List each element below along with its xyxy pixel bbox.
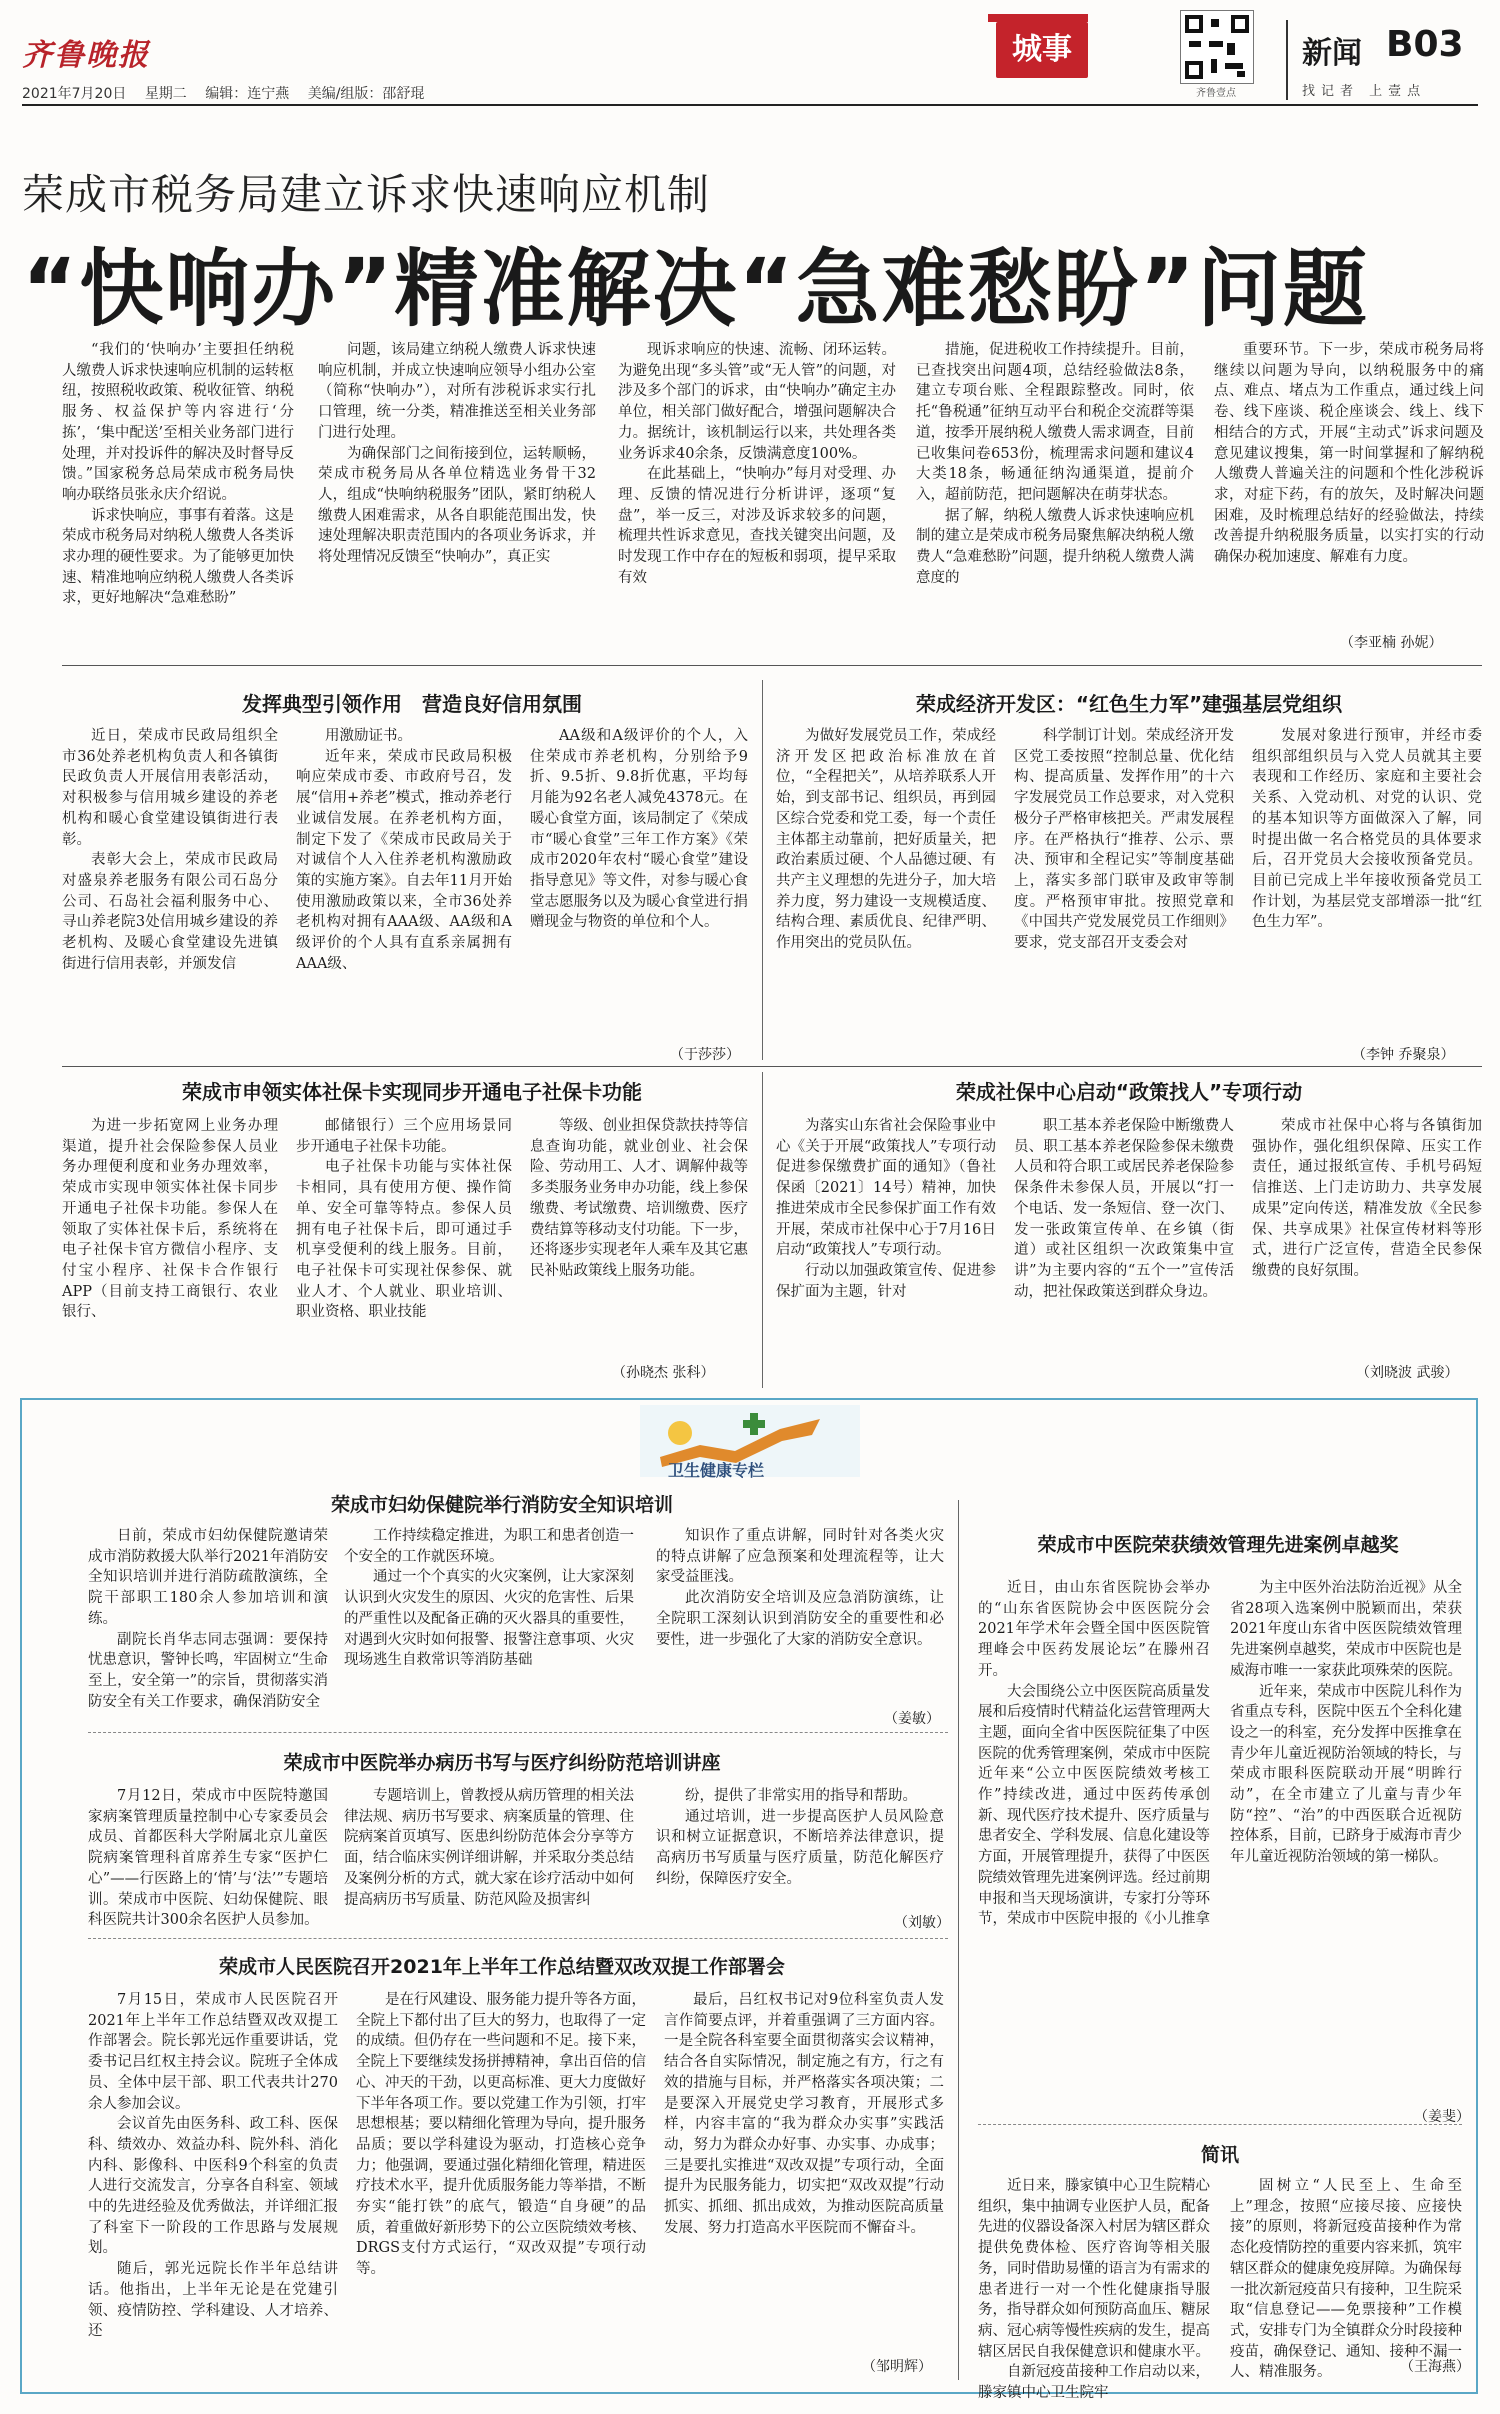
- editor-credit: 编辑：连宁燕: [205, 86, 290, 102]
- article-column: 发展对象进行预审，并经市委组织部组织员与入党人员就其主要表现和工作经历、家庭和主要社会关系、入党动机、对党的认识、党的基本知识等方面做深入了解，同时提出做一名合格党员的具体要求后，召开党员大会接收预备党员。目前已完成上半年接收预备党员工作计划，为基层党支部增添一批“红色生力军”。: [1252, 728, 1482, 931]
- page-subtitle: 找记者 上壹点: [1302, 84, 1427, 99]
- lead-column: 现诉求响应的快速、流畅、闭环运转。为避免出现“多头管”或“无人管”的问题，对涉及多个部门的诉求，由“快响办”确定主办单位，相关部门做好配合，增强问题解决合力。据统计，该机制运行以来，共处理各类业务诉求40余条，反馈满意度100%。 在此基础上，“快响办”每月对受理、办理、反馈的情况进行分析讲评，逐项“复盘”，举一反三，对涉及诉求较多的问题，梳理共性诉求意见，查找关键突出问题，及时发现工作中存在的短板和弱项，提早采取有效: [618, 342, 896, 586]
- issue-weekday: 星期二: [144, 86, 187, 102]
- issue-meta: [22, 83, 438, 103]
- qr-caption: 齐鲁壹点: [1196, 88, 1236, 99]
- article-title: 发挥典型引领作用 营造良好信用氛围: [242, 692, 582, 716]
- column-divider: [762, 1072, 763, 1388]
- article-title: 荣成经济开发区：“红色生力军”建强基层党组织: [915, 692, 1343, 716]
- qr-code-icon: [1180, 10, 1254, 84]
- article-column: 职工基本养老保险中断缴费人员、职工基本养老保险参保未缴费人员和符合职工或居民养老保险参保条件未参保人员，开展以“打一个电话、发一条短信、登一次门、发一张政策宣传单、在乡镇（街道）或社区组织一次政策集中宣讲”为主要内容的“五个一”宣传活动，把社保政策送到群众身边。: [1014, 1118, 1234, 1300]
- column-divider: [958, 1500, 959, 2380]
- lead-byline: （李亚楠 孙妮）: [1340, 635, 1443, 651]
- lead-column: “我们的‘快响办’主要担任纳税人缴费人诉求快速响应机制的运转枢纽，按照税收政策、税收征管、纳税服务、权益保护等内容进行‘分拣’，‘集中配送’至相关业务部门进行处理，并对投诉件的解决及时督导反馈。”国家税务总局荣成市税务局快响办联络员张永庆介绍说。 诉求快响应，事事有着落。这是荣成市税务局对纳税人缴费人各类诉求办理的硬性要求。为了能够更加快速、精准地响应纳税人缴费人各类诉求，更好地解决“急难愁盼”: [62, 342, 294, 607]
- article-column: 近日，由山东省医院协会举办的“山东省医院协会中医医院分会2021年学术年会暨全国中医医院管理峰会中医药发展论坛”在滕州召开。 大会围绕公立中医医院高质量发展和后疫情时代精益化运营管理两大主题，面向全省中医医院征集了中医医院的优秀管理案例，荣成市中医院近年来“公立中医医院绩效考核工作”持续改进，通过中医药传承创新、现代医疗技术提升、医疗质量与患者安全、学科发展、信息化建设等方面，开展管理提升，获得了中医医院绩效管理先进案例评选。经过前期申报和当天现场演讲，专家打分等环节，荣成市中医院申报的《小儿推拿: [978, 1580, 1210, 1928]
- article-column: 7月12日，荣成市中医院特邀国家病案管理质量控制中心专家委员会成员、首都医科大学附属北京儿童医院病案管理科首席养生专家“医护仁心”——行医路上的‘情’与‘法’”专题培训。荣成市中医院、妇幼保健院、眼科医院共计300余名医护人员参加。: [88, 1788, 328, 1929]
- health-column-label: 卫生健康专栏: [668, 1461, 765, 1480]
- article-byline: （姜斐）: [1414, 2109, 1470, 2125]
- section-divider: [88, 1732, 948, 1733]
- article-column: 近日，荣成市民政局组织全市36处养老机构负责人和各镇街民政负责人开展信用表彰活动，对积极参与信用城乡建设的养老机构和暖心食堂建设镇街进行表彰。 表彰大会上，荣成市民政局对盛泉养老服务有限公司石岛分公司、石岛社会福利服务中心、寻山养老院3处信用城乡建设的养老机构、及暖心食堂建设先进镇街进行信用表彰，并颁发信: [62, 728, 278, 972]
- newspaper-logo: 齐鲁晚报: [22, 38, 150, 73]
- lead-column: 重要环节。下一步，荣成市税务局将继续以问题为导向，以纳税服务中的痛点、难点、堵点为工作重点，通过线上问卷、线下座谈、税企座谈会、线上、线下相结合的方式，开展“主动式”诉求问题及意见建议搜集，第一时间掌握和了解纳税人缴费人普遍关注的问题和个性化涉税诉求，对症下药，有的放矢，及时解决问题困难，及时梳理总结好的经验做法，持续改善提升纳税服务质量，以实打实的行动确保办税加速度、解难有力度。: [1214, 342, 1484, 566]
- article-column: 日前，荣成市妇幼保健院邀请荣成市消防救援大队举行2021年消防安全知识培训并进行消防疏散演练，全院干部职工180余人参加培训和演练。 副院长肖华志同志强调：要保持忧患意识，警钟长鸣，牢固树立“生命至上，安全第一”的宗旨，贯彻落实消防安全有关工作要求，确保消防安全: [88, 1528, 328, 1710]
- design-credit: 美编/组版：邵舒琨: [307, 86, 425, 102]
- article-title: 荣成市申领实体社保卡实现同步开通电子社保卡功能: [182, 1080, 642, 1104]
- column-divider: [762, 680, 763, 1060]
- masthead-rule: [22, 104, 1478, 106]
- page-number: B03: [1386, 24, 1464, 65]
- article-title: 荣成市中医院荣获绩效管理先进案例卓越奖: [1037, 1534, 1399, 1556]
- article-column: 科学制订计划。荣成经济开发区党工委按照“控制总量、优化结构、提高质量、发挥作用”的十六字发展党员工作总要求，对入党积极分子严格审核把关。严肃发展程序。在严格执行“推荐、公示、票决、预审和全程记实”等制度基础上，落实多部门联审及政审等制度。严格预审审批。按照党章和《中国共产党发展党员工作细则》要求，党支部召开支委会对: [1014, 728, 1234, 952]
- article-column: 为主中医外治法防治近视》从全省28项入选案例中脱颖而出，荣获2021年度山东省中医医院绩效管理先进案例卓越奖，荣成市中医院也是威海市唯一一家获此项殊荣的医院。 近年来，荣成市中医院儿科作为省重点专科，医院中医五个全科化建设之一的科室，充分发挥中医推拿在青少年儿童近视防治领域的特长，与荣成市眼科医院联动开展“明眸行动”，在全市建立了儿童与青少年防“控”、“治”的中西医联合近视防控体系，目前，已跻身于威海市青少年儿童近视防治领域的第一梯队。: [1230, 1580, 1462, 1866]
- article-title: 荣成市妇幼保健院举行消防安全知识培训: [330, 1494, 673, 1516]
- article-byline: （姜敏）: [884, 1711, 940, 1727]
- article-column: 近日来，滕家镇中心卫生院精心组织，集中抽调专业医护人员，配备先进的仪器设备深入村居为辖区群众提供免费体检、医疗咨询等相关服务，同时借助易懂的语言为有需求的患者进行一对一个性化健康指导服务，指导群众如何预防高血压、糖尿病、冠心病等慢性疾病的发生，提高辖区居民自我保健意识和健康水平。 自新冠疫苗接种工作启动以来，滕家镇中心卫生院牢: [978, 2178, 1210, 2402]
- article-column: 固树立“人民至上、生命至上”理念，按照“应接尽接、应接快接”的原则，将新冠疫苗接种作为常态化疫情防控的重要内容来抓，筑牢辖区群众的健康免疫屏障。为确保每一批次新冠疫苗只有接种，卫生院采取“信息登记——免票接种”工作模式，安排专门为全镇群众分时段接种疫苗，确保登记、通知、接种不漏一人、精准服务。: [1230, 2178, 1462, 2381]
- article-byline: （刘晓波 武骏）: [1356, 1365, 1459, 1381]
- section-tab: 城事: [996, 22, 1088, 78]
- lead-column: 问题，该局建立纳税人缴费人诉求快速响应机制，并成立快速响应领导小组办公室（简称“快响办”），对所有涉税诉求实行扎口管理，统一分类，精准推送至相关业务部门进行处理。 为确保部门之间衔接到位，运转顺畅，荣成市税务局从各单位精选业务骨干32人，组成“快响纳税服务”团队，紧盯纳税人缴费人困难需求，从各自职能范围出发，快速处理解决职责范围内的各项业务诉求，并将处理情况反馈至“快响办”，真正实: [318, 342, 596, 566]
- article-column: 为做好发展党员工作，荣成经济开发区把政治标准放在首位，“全程把关”，从培养联系人开始，到支部书记、组织员，再到园区综合党委和党工委，每一个责任主体都主动靠前，把好质量关，把政治素质过硬、个人品德过硬、有共产主义理想的先进分子，加大培养力度，努力建设一支规模适度、结构合理、素质优良、纪律严明、作用突出的党员队伍。: [776, 728, 996, 952]
- article-column: 用激励证书。 近年来，荣成市民政局积极响应荣成市委、市政府号召，发展“信用+养老”模式，推动养老行业诚信发展。在养老机构方面，制定下发了《荣成市民政局关于对诚信个人入住养老机构激励政策的实施方案》。自去年11月开始使用激励政策以来，全市36处养老机构对拥有AAA级、AA级和A级评价的个人具有直系亲属拥有AAA级、: [296, 728, 512, 972]
- article-column: 等级、创业担保贷款扶持等信息查询功能，就业创业、社会保险、劳动用工、人才、调解仲裁等多类服务业务申办功能，线上参保缴费、考试缴费、培训缴费、医疗费结算等移动支付功能。下一步，还将逐步实现老年人乘车及其它惠民补贴政策线上服务功能。: [530, 1118, 748, 1279]
- article-byline: （孙晓杰 张科）: [612, 1365, 715, 1381]
- article-column: 专题培训上，曾教授从病历管理的相关法律法规、病历书写要求、病案质量的管理、住院病案首页填写、医患纠纷防范体会分享等方面，结合临床实例详细讲解，并采取分类总结及案例分析的方式，就大家在诊疗活动中如何提高病历书写质量、防范风险及损害纠: [344, 1788, 634, 1908]
- article-column: 邮储银行）三个应用场景同步开通电子社保卡功能。 电子社保卡功能与实体社保卡相同，具有使用方便、操作简单、安全可靠等特点。参保人员拥有电子社保卡后，即可通过手机享受便利的线上服务。目前，电子社保卡可实现社保参保、就业人才、个人就业、职业培训、职业资格、职业技能: [296, 1118, 512, 1321]
- section-divider: [62, 665, 1482, 666]
- article-title: 荣成社保中心启动“政策找人”专项行动: [955, 1080, 1303, 1104]
- article-column: 最后，吕红权书记对9位科室负责人发言作简要点评，并着重强调了三方面内容。一是全院各科室要全面贯彻落实会议精神，结合各自实际情况，制定施之有方，行之有效的措施与目标，并严格落实各项决策；二是要深入开展党史学习教育，开展形式多样，内容丰富的“我为群众办实事”实践活动，努力为群众办好事、办实事、办成事；三是要扎实推进“双改双提”专项行动，全面提升为民服务能力，切实把“双改双提”行动抓实、抓细、抓出成效，为推动医院高质量发展、努力打造高水平医院而不懈奋斗。: [664, 1992, 944, 2236]
- article-column: 7月15日，荣成市人民医院召开2021年上半年工作总结暨双改双提工作部署会。院长郭光远作重要讲话，党委书记吕红权主持会议。院班子全体成员、全体中层干部、职工代表共计270余人参加会议。 会议首先由医务科、政工科、医保科、绩效办、效益办科、院外科、消化内科、影像科、中医科9个科室的负责人进行交流发言，分享各自科室、领域中的先进经验及优秀做法，并详细汇报了科室下一阶段的工作思路与发展规划。 随后，郭光远院长作半年总结讲话。他指出，上半年无论是在党建引领、疫情防控、学科建设、人才培养、还: [88, 1992, 338, 2340]
- article-column: 工作持续稳定推进，为职工和患者创造一个安全的工作就医环境。 通过一个个真实的火灾案例，让大家深刻认识到火灾发生的原因、火灾的危害性、后果的严重性以及配备正确的灭火器具的重要性，对遇到火灾时如何报警、报警注意事项、火灾现场逃生自救常识等消防基础: [344, 1528, 634, 1669]
- article-column: 纷，提供了非常实用的指导和帮助。 通过培训，进一步提高医护人员风险意识和树立证据意识，不断培养法律意识，提高病历书写质量与医疗质量，防范化解医疗纠纷，保障医疗安全。: [656, 1788, 944, 1887]
- article-column: 知识作了重点讲解，同时针对各类火灾的特点讲解了应急预案和处理流程等，让大家受益匪浅。 此次消防安全培训及应急消防演练，让全院职工深刻认识到消防安全的重要性和必要性，进一步强化了大家的消防安全意识。: [656, 1528, 944, 1648]
- article-byline: （于莎莎）: [670, 1047, 740, 1063]
- article-column: 为落实山东省社会保险事业中心《关于开展“政策找人”专项行动促进参保缴费扩面的通知》（鲁社保函〔2021〕14号）精神，加快推进荣成市全民参保扩面工作有效开展，荣成市社保中心于7月16日启动“政策找人”专项行动。 行动以加强政策宣传、促进参保扩面为主题，针对: [776, 1118, 996, 1300]
- article-column: 为进一步拓宽网上业务办理渠道，提升社会保险参保人员业务办理便利度和业务办理效率，荣成市实现申领实体社保卡同步开通电子社保卡功能。参保人在领取了实体社保卡后，系统将在电子社保卡官方微信小程序、支付宝小程序、社保卡合作银行APP（目前支持工商银行、农业银行、: [62, 1118, 278, 1321]
- masthead-divider: [1286, 20, 1288, 100]
- lead-kicker: 荣成市税务局建立诉求快速响应机制: [22, 170, 711, 219]
- section-divider: [978, 2124, 1462, 2125]
- article-byline: （王海燕）: [1400, 2359, 1470, 2375]
- article-column: AA级和A级评价的个人，入住荣成市养老机构，分别给予9折、9.5折、9.8折优惠，平均每月能为92名老人减免4378元。在暖心食堂方面，该局制定了《荣成市“暖心食堂”三年工作方案》《荣成市2020年农村“暖心食堂”建设指导意见》等文件，对参与暖心食堂志愿服务以及为暖心食堂进行捐赠现金与物资的单位和个人。: [530, 728, 748, 931]
- article-title: 荣成市中医院举办病历书写与医疗纠纷防范培训讲座: [283, 1752, 721, 1774]
- issue-date: 2021年7月20日: [22, 86, 127, 102]
- article-byline: （李钟 乔聚泉）: [1352, 1047, 1455, 1063]
- article-byline: （邹明辉）: [862, 2359, 932, 2375]
- lead-column: 措施，促进税收工作持续提升。目前，已查找突出问题4项，总结经验做法8条，建立专项台账、全程跟踪整改。同时，依托“鲁税通”征纳互动平台和税企交流群等渠道，按季开展纳税人缴费人需求调查，目前已收集问卷653份，梳理需求问题和建议4大类18条，畅通征纳沟通渠道，提前介入，超前防范，把问题解决在萌芽状态。 据了解，纳税人缴费人诉求快速响应机制的建立是荣成市税务局聚焦解决纳税人缴费人“急难愁盼”问题，提升纳税人缴费人满意度的: [916, 342, 1194, 586]
- article-column: 荣成市社保中心将与各镇街加强协作，强化组织保障、压实工作责任，通过报纸宣传、手机号码短信推送、上门走访助力、共享发展成果”定向传送，精准发放《全民参保、共享成果》社保宣传材料等形式，进行广泛宣传，营造全民参保缴费的良好氛围。: [1252, 1118, 1482, 1279]
- article-title: 荣成市人民医院召开2021年上半年工作总结暨双改双提工作部署会: [219, 1956, 785, 1978]
- page-section-title: 新闻: [1302, 36, 1362, 71]
- article-title: 简讯: [1200, 2144, 1239, 2166]
- section-divider: [88, 1938, 948, 1939]
- article-column: 是在行风建设、服务能力提升等各方面，全院上下都付出了巨大的努力，也取得了一定的成绩。但仍存在一些问题和不足。接下来，全院上下要继续发扬拼搏精神，拿出百倍的信心、冲天的干劲，以更高标准、更大力度做好下半年各项工作。要以党建工作为引领，打牢思想根基；要以精细化管理为导向，提升服务品质；要以学科建设为驱动，打造核心竞争力；他强调，要通过强化精细化管理，精进医疗技术水平，提升优质服务能力等举措，不断夯实“能打铁”的底气，锻造“自身硬”的品质，着重做好新形势下的公立医院绩效考核、DRGS支付方式运行，“双改双提”专项行动等。: [356, 1992, 646, 2278]
- lead-headline: “快响办”精准解决“急难愁盼”问题: [22, 240, 1369, 338]
- section-divider: [62, 1066, 1482, 1067]
- article-byline: （刘敏）: [894, 1915, 950, 1931]
